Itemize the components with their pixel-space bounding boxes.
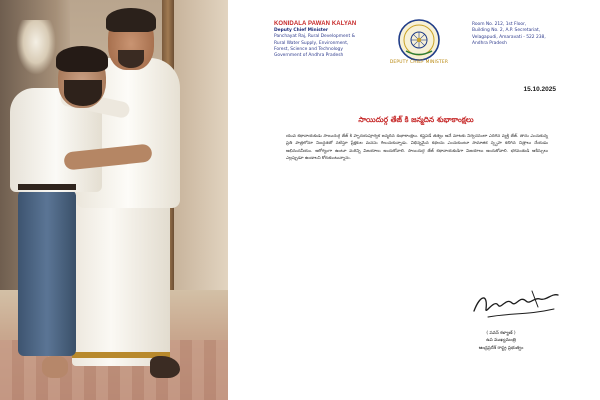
portfolio-line: Panchayat Raj, Rural Development & — [274, 34, 355, 40]
address-line: Andhra Pradesh — [472, 40, 507, 46]
portfolio-line: Forest, Science and Technology — [274, 46, 343, 52]
sender-title: Deputy Chief Minister — [274, 28, 329, 33]
address-line: Velagapudi, Amaravati - 522 238, — [472, 34, 546, 40]
signatory-title: ఉప ముఖ్యమంత్రి — [486, 338, 516, 344]
state-emblem-icon — [397, 18, 441, 62]
jeans — [18, 190, 76, 356]
signatory-government: ఆంధ్రప్రదేశ్ రాష్ట్ర ప్రభుత్వం — [478, 345, 524, 351]
chandelier — [16, 20, 56, 75]
letter-date: 15.10.2025 — [523, 86, 556, 93]
letterhead-address — [472, 22, 572, 47]
address-line: Room No. 212, 1st Floor, — [472, 22, 527, 27]
portfolio-line: Rural Water Supply, Environment, — [274, 40, 349, 46]
sender-name: KONIDALA PAWAN KALYAN — [274, 21, 357, 27]
beard — [64, 80, 102, 106]
belt — [18, 184, 76, 190]
emblem-caption: DEPUTY CHIEF MINISTER — [389, 60, 449, 65]
bare-foot — [42, 356, 68, 378]
letter-heading: సాయిదుర్గ తేజ్ కి జన్మదిన శుభాకాంక్షలు — [358, 115, 474, 124]
letterhead-left — [274, 20, 384, 59]
address-line: Building No. 2, A.P. Secretariat, — [472, 28, 541, 34]
hair — [106, 8, 156, 32]
portfolio-line: Government of Andhra Pradesh — [274, 53, 344, 59]
signatory-name: ( పవన్ కళ్యాణ్ ) — [486, 331, 516, 336]
body-paragraph: యువ కథానాయకుడు సాయిదుర్గ తేజ్ కి హృదయపూర్వక జన్మదిన శుభాకాంక్షలు. కష్టపడే తత్వం అనే మాటకు నిర్వచనంలా ఎదిగిన వ్యక్తి తేజ్. తాను ఎంచుకున్న ప్రతి పాత్రలోనూ నిబద్ధతతో నటిస్తూ ప్రేక్షకుల మనసు గెలుచుకున్నాడు. విభిన్నమైన కథలను ఎంచుకుంటూ సామాజిక స్పృహ కలిగిన చిత్రాలు చేయడం అభినందనీయం. ఆరోగ్యంగా ఉంటూ మరిన్ని విజయాలు అందుకోవాలి. సాయిదుర్గ తేజ్ కథానాయకుడిగా విజయాలు అందుకోవాలి. భగవంతుడి ఆశీస్సులు ఎల్లప్పుడూ ఉండాలని కోరుకుంటున్నాను. — [286, 133, 548, 161]
signature-icon — [468, 285, 564, 325]
hair — [56, 46, 108, 72]
letter-body — [286, 132, 548, 162]
signoff-block — [436, 330, 566, 352]
photo-wall-right — [173, 0, 228, 300]
beard — [118, 50, 144, 68]
photo — [0, 0, 228, 400]
letter-page — [240, 0, 592, 400]
